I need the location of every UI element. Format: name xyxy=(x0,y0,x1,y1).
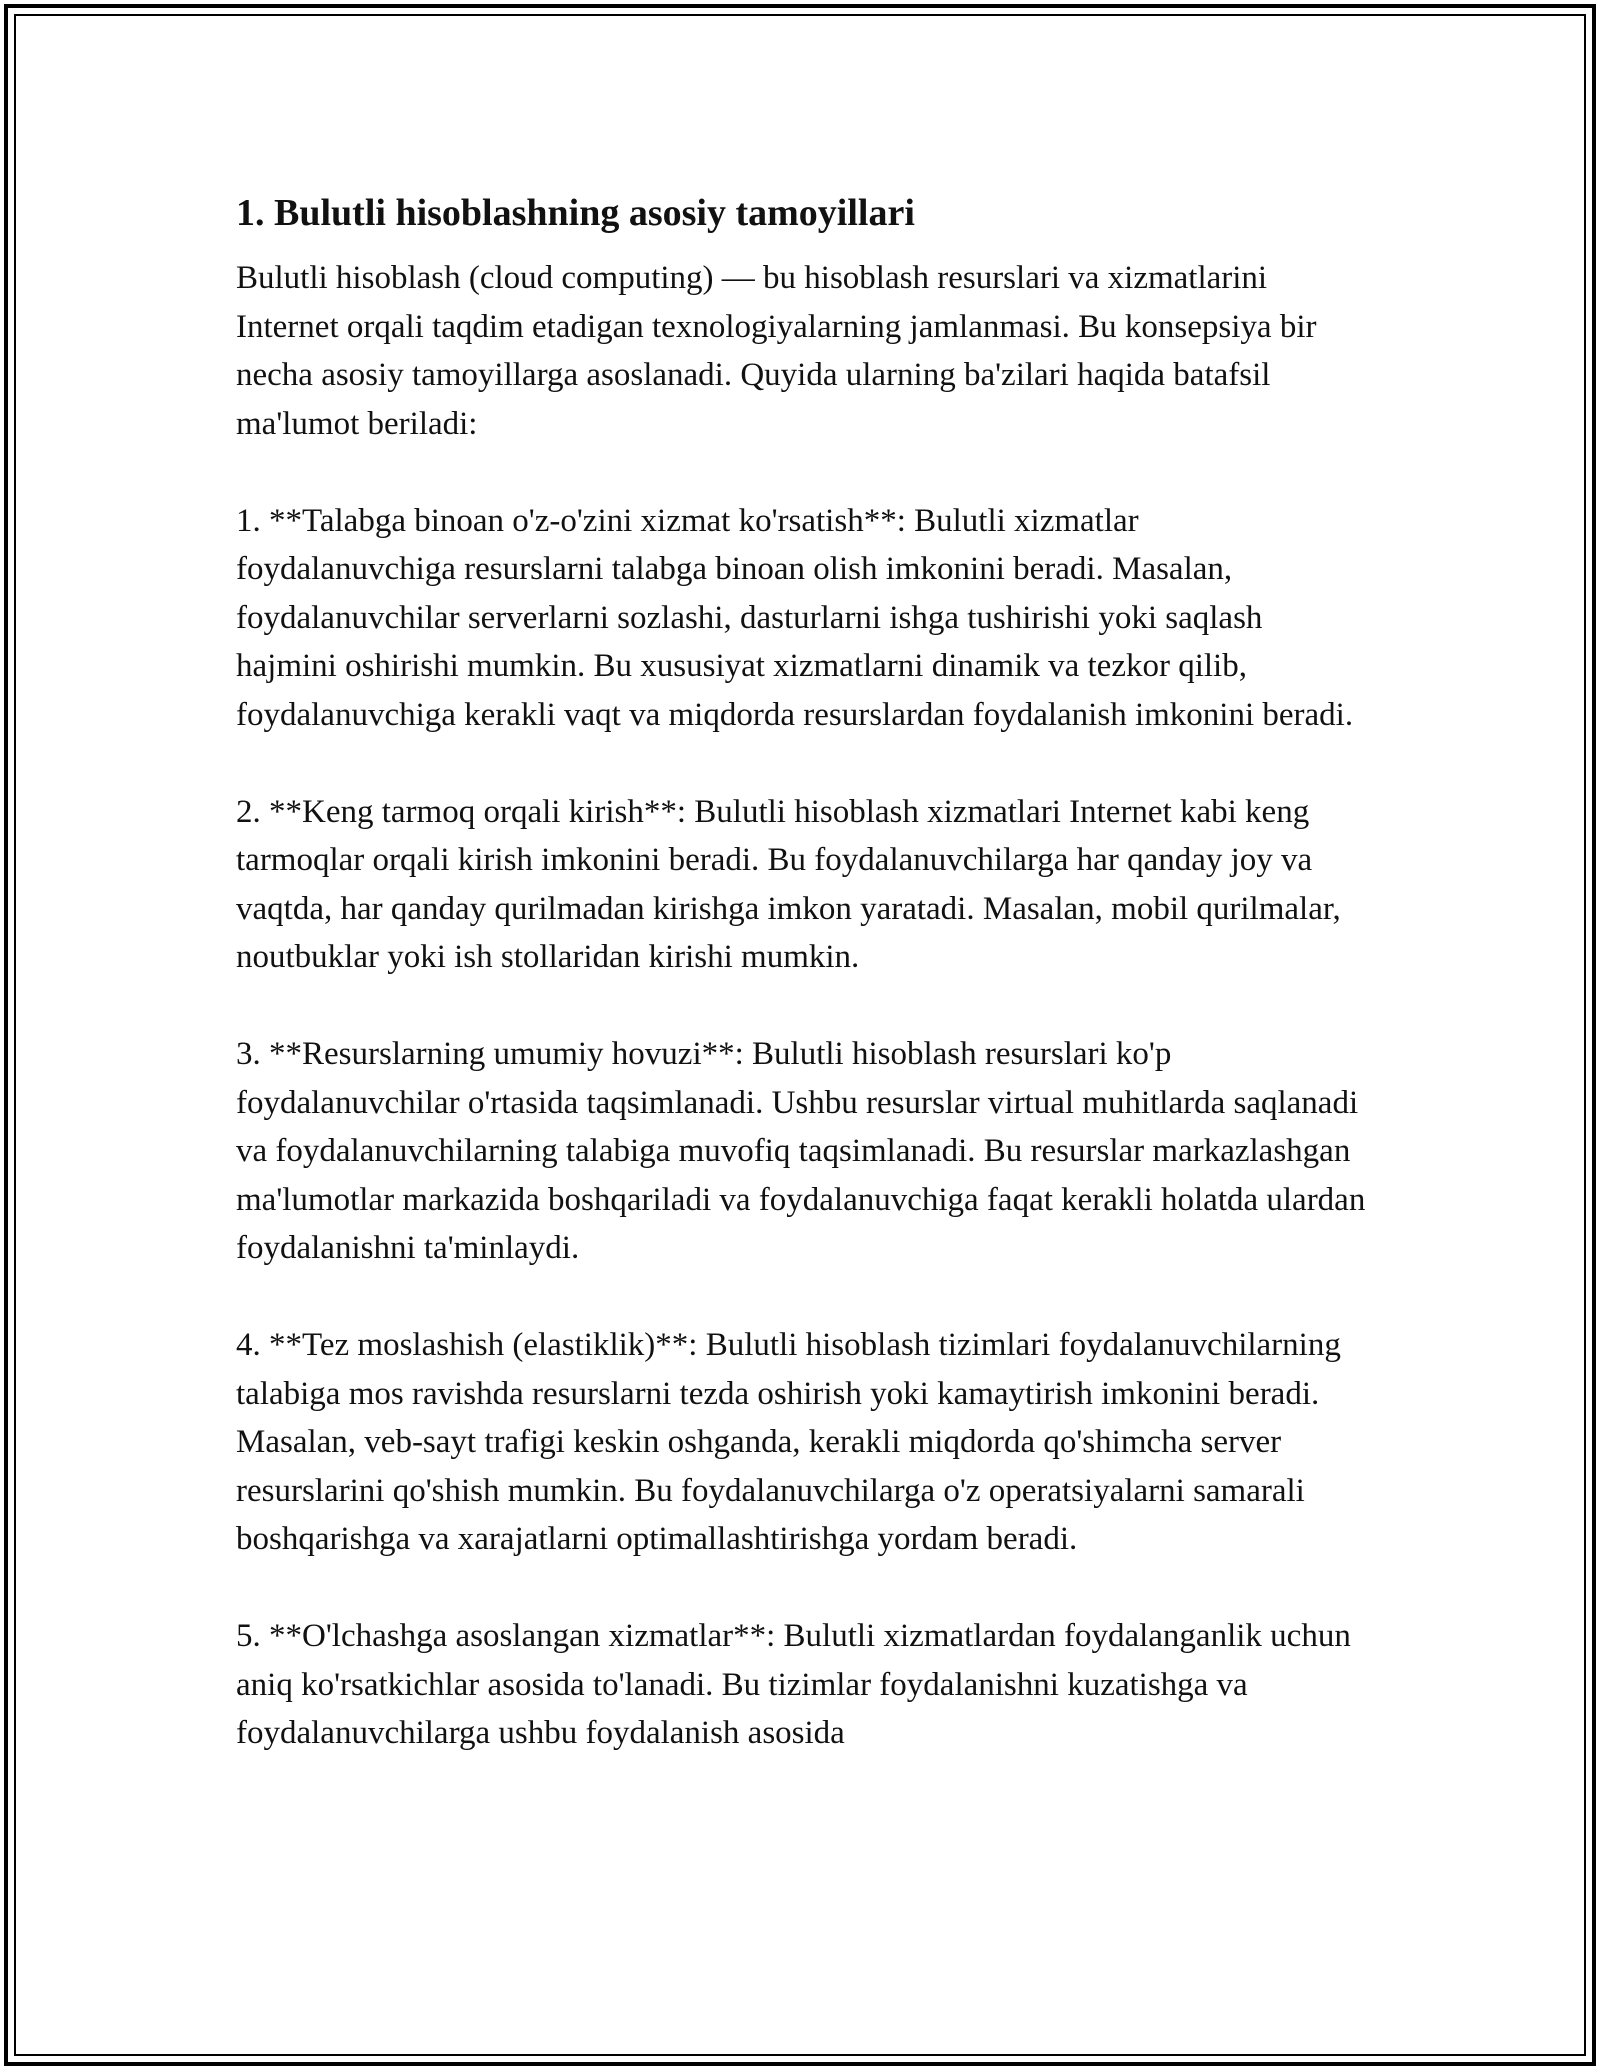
principle-item-3: 3. **Resurslarning umumiy hovuzi**: Bulutli hisoblash resurslari ko'p foydalanuvchilar o'rtasida taqsimlanadi. Ushbu resurslar virtual muhitlarda saqlanadi va foydalanuvchilarning talabiga muvofiq taqsimlanadi. Bu resurslar markazlashgan ma'lumotlar markazida boshqariladi va foydalanuvchiga faqat kerakli holatda ulardan foydalanishni ta'minlaydi. xyxy=(236,1036,1366,1266)
document-heading: 1. Bulutli hisoblashning asosiy tamoyillari xyxy=(236,192,915,234)
principle-item-5: 5. **O'lchashga asoslangan xizmatlar**: Bulutli xizmatlardan foydalanganlik uchun aniq ko'rsatkichlar asosida to'lanadi. Bu tizimlar foydalanishni kuzatishga va foydalanuvchilarga ushbu foydalanish asosida xyxy=(236,1618,1351,1751)
intro-paragraph: Bulutli hisoblash (cloud computing) — bu hisoblash resurslari va xizmatlarini Internet orqali taqdim etadigan texnologiyalarning jamlanmasi. Bu konsepsiya bir necha asosiy tamoyillarga asoslanadi. Quyida ularning ba'zilari haqida batafsil ma'lumot beriladi: xyxy=(236,260,1317,442)
principle-item-2: 2. **Keng tarmoq orqali kirish**: Bulutli hisoblash xizmatlari Internet kabi keng tarmoqlar orqali kirish imkonini beradi. Bu foydalanuvchilarga har qanday joy va vaqtda, har qanday qurilmadan kirishga imkon yaratadi. Masalan, mobil qurilmalar, noutbuklar yoki ish stollaridan kirishi mumkin. xyxy=(236,793,1341,975)
document-body xyxy=(236,186,1366,1758)
principle-item-1: 1. **Talabga binoan o'z-o'zini xizmat ko'rsatish**: Bulutli xizmatlar foydalanuvchiga resurslarni talabga binoan olish imkonini beradi. Masalan, foydalanuvchilar serverlarni sozlashi, dasturlarni ishga tushirishi yoki saqlash hajmini oshirishi mumkin. Bu xususiyat xizmatlarni dinamik va tezkor qilib, foydalanuvchiga kerakli vaqt va miqdorda resurslardan foydalanish imkonini beradi. xyxy=(236,502,1354,733)
principle-item-4: 4. **Tez moslashish (elastiklik)**: Bulutli hisoblash tizimlari foydalanuvchilarning talabiga mos ravishda resurslarni tezda oshirish yoki kamaytirish imkonini beradi. Masalan, veb-sayt trafigi keskin oshganda, kerakli miqdorda qo'shimcha server resurslarini qo'shish mumkin. Bu foydalanuvchilarga o'z operatsiyalarni samarali boshqarishga va xarajatlarni optimallashtirishga yordam beradi. xyxy=(236,1327,1341,1557)
